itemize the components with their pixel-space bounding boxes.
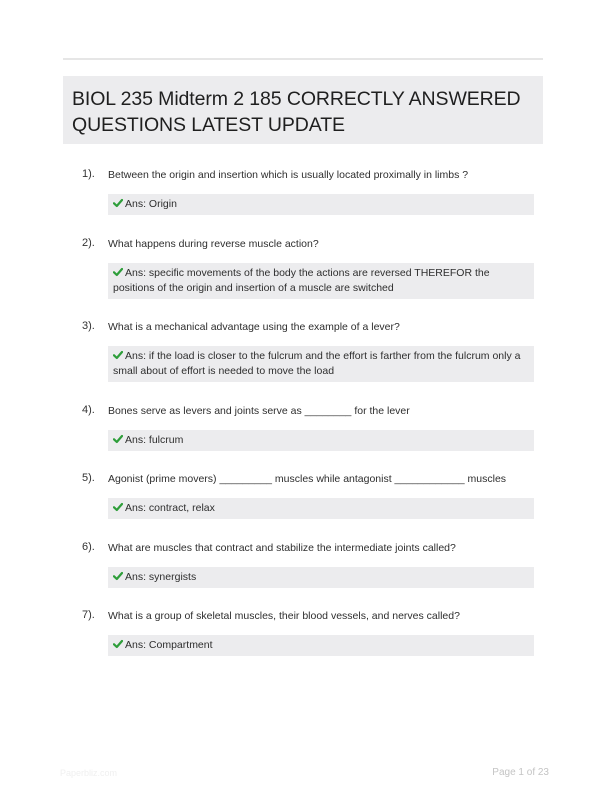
answer-text: Ans: contract, relax: [125, 502, 215, 514]
question-text: What are muscles that contract and stabilize the intermediate joints called?: [108, 542, 456, 554]
check-icon: [113, 434, 123, 444]
answer-box: [108, 498, 534, 519]
answer-box: [108, 635, 534, 656]
question-text: What happens during reverse muscle action?: [108, 238, 319, 250]
check-icon: [113, 639, 123, 649]
answer-box: [108, 346, 534, 382]
check-icon: [113, 198, 123, 208]
title-banner: [63, 76, 543, 144]
answer-box: [108, 194, 534, 215]
question-number: 1).: [82, 168, 95, 180]
question-number: 2).: [82, 237, 95, 249]
answer-text: Ans: Compartment: [125, 639, 213, 651]
answer-box: [108, 263, 534, 299]
question-number: 7).: [82, 609, 95, 621]
answer-text: Ans: Origin: [125, 198, 177, 210]
top-divider: [63, 58, 543, 60]
page-number: Page 1 of 23: [492, 767, 549, 778]
question-text: Bones serve as levers and joints serve as ________ for the lever: [108, 405, 410, 417]
question-number: 4).: [82, 404, 95, 416]
check-icon: [113, 350, 123, 360]
check-icon: [113, 502, 123, 512]
answer-text: Ans: if the load is closer to the fulcrum and the effort is farther from the fulcrum only a small about of effort is needed to move the load: [113, 350, 521, 377]
answer-box: [108, 430, 534, 451]
answer-text: Ans: fulcrum: [125, 434, 184, 446]
check-icon: [113, 267, 123, 277]
answer-text: Ans: specific movements of the body the actions are reversed THEREFOR the positions of the origin and insertion of a muscle are switched: [113, 267, 490, 294]
question-text: Agonist (prime movers) _________ muscles while antagonist ____________ muscles: [108, 473, 507, 485]
check-icon: [113, 571, 123, 581]
question-number: 6).: [82, 541, 95, 553]
question-text: Between the origin and insertion which is usually located proximally in limbs ?: [108, 169, 469, 181]
answer-box: [108, 567, 534, 588]
question-text: What is a mechanical advantage using the example of a lever?: [108, 321, 400, 333]
page-title: BIOL 235 Midterm 2 185 CORRECTLY ANSWERED QUESTIONS LATEST UPDATE: [72, 88, 521, 136]
question-text: What is a group of skeletal muscles, their blood vessels, and nerves called?: [108, 610, 460, 622]
question-number: 5).: [82, 472, 95, 484]
answer-text: Ans: synergists: [125, 571, 197, 583]
footer-watermark: Paperbliz.com: [60, 768, 118, 778]
question-number: 3).: [82, 320, 95, 332]
